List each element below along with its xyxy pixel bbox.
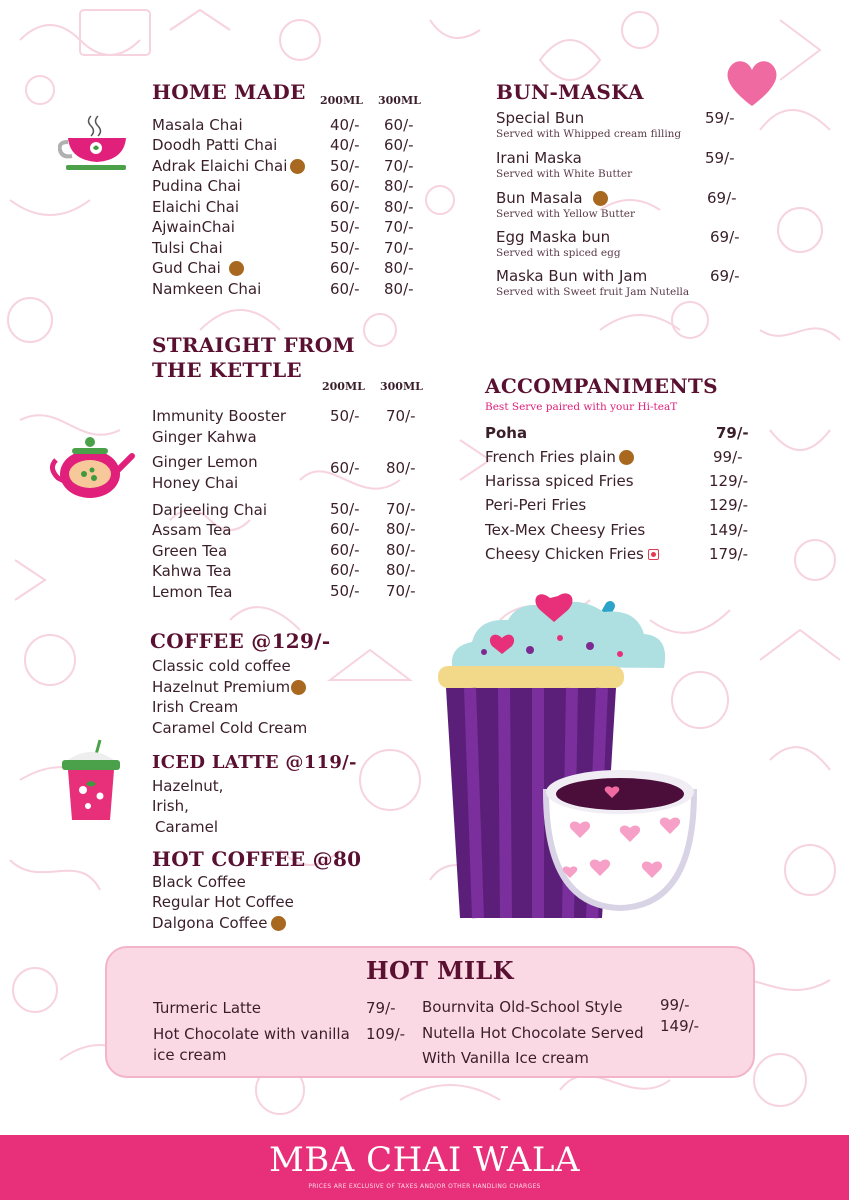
list-item-price: 109/- [366, 1025, 406, 1043]
list-item-name: Lemon Tea [152, 583, 233, 601]
list-item-name: With Vanilla Ice cream [422, 1049, 589, 1067]
kettle-title-line2: THE KETTLE [152, 358, 302, 382]
list-item-price: 149/- [660, 1017, 700, 1035]
kettle-col-300: 300ML [380, 380, 423, 393]
footer-note: PRICES ARE EXCLUSIVE OF TAXES AND/OR OTHER HANDLING CHARGES [308, 1183, 541, 1190]
list-item-desc: Served with Whipped cream filling [496, 128, 682, 140]
price-300: 80/- [384, 177, 414, 195]
price-300: 80/- [384, 198, 414, 216]
list-item-name: Namkeen Chai [152, 280, 262, 298]
list-item-name: Green Tea [152, 542, 228, 560]
list-item-name: Elaichi Chai [152, 198, 240, 216]
price-200: 60/- [330, 198, 360, 216]
list-item-name: Ginger Kahwa [152, 428, 257, 446]
price-200: 50/- [330, 239, 360, 257]
home-made-col-200: 200ML [320, 94, 363, 107]
list-item-name: Classic cold coffee [152, 657, 291, 675]
list-item-name: Pudina Chai [152, 177, 241, 195]
list-item-name: French Fries plain [485, 448, 616, 466]
price-200: 50/- [330, 157, 360, 175]
list-item-price: 69/- [710, 228, 740, 246]
price-200: 40/- [330, 136, 360, 154]
list-item-name: Ginger Lemon [152, 453, 258, 471]
list-item-price: 69/- [710, 267, 740, 285]
best-seller-badge [593, 191, 608, 206]
list-item-name: Nutella Hot Chocolate Served [422, 1024, 644, 1042]
iced-drink-icon [58, 738, 124, 826]
list-item-price: 129/- [709, 496, 749, 514]
list-item-name: Egg Maska bun [496, 228, 611, 246]
list-item-name: Dalgona Coffee [152, 914, 268, 932]
list-item-price: 99/- [713, 448, 743, 466]
hot-milk-title: HOT MILK [366, 956, 514, 985]
price-200: 50/- [330, 218, 360, 236]
list-item-name: Tex-Mex Cheesy Fries [485, 521, 646, 539]
price-200: 50/- [330, 500, 360, 518]
list-item-name: Kahwa Tea [152, 562, 232, 580]
price-300: 60/- [384, 116, 414, 134]
list-item [485, 448, 634, 466]
best-seller-badge [291, 680, 306, 695]
list-item [496, 189, 608, 207]
kettle-title-line1: STRAIGHT FROM [152, 333, 355, 357]
bun-maska-title: BUN-MASKA [496, 80, 644, 104]
list-item-price: 179/- [709, 545, 749, 563]
best-seller-badge [290, 159, 305, 174]
price-200: 60/- [330, 259, 360, 277]
list-item-name: Doodh Patti Chai [152, 136, 278, 154]
list-item-name: Immunity Booster [152, 407, 287, 425]
best-seller-badge [229, 261, 244, 276]
list-item-name: Caramel [155, 818, 219, 836]
list-item-name: Hot Chocolate with vanilla [153, 1025, 350, 1043]
list-item-name: Harissa spiced Fries [485, 472, 634, 490]
price-200: 40/- [330, 116, 360, 134]
list-item-name: Hazelnut, [152, 777, 224, 795]
list-item-desc: Served with White Butter [496, 168, 633, 180]
heart-icon [724, 58, 780, 108]
price-300: 80/- [386, 561, 416, 579]
list-item-name: Assam Tea [152, 521, 232, 539]
accompaniments-title: ACCOMPANIMENTS [485, 374, 718, 398]
list-item-name: Hazelnut Premium [152, 678, 291, 696]
price-300: 80/- [386, 459, 416, 477]
list-item-name: ice cream [153, 1046, 227, 1064]
list-item [485, 545, 659, 563]
list-item-name: Irish Cream [152, 698, 239, 716]
list-item-name: Gud Chai [152, 259, 221, 277]
cupcake-drink-icon [430, 588, 742, 920]
price-300: 70/- [384, 157, 414, 175]
list-item-price: 59/- [705, 109, 735, 127]
coffee-title: COFFEE @129/- [150, 629, 331, 653]
list-item-name: Regular Hot Coffee [152, 893, 294, 911]
price-300: 70/- [384, 239, 414, 257]
brand-name: MBA CHAI WALA [268, 1140, 581, 1180]
list-item-name: Irani Maska [496, 149, 582, 167]
price-200: 60/- [330, 561, 360, 579]
price-300: 80/- [386, 520, 416, 538]
price-300: 80/- [384, 280, 414, 298]
price-300: 80/- [386, 541, 416, 559]
list-item [152, 914, 286, 932]
home-made-title: HOME MADE [152, 80, 306, 104]
list-item-name: Irish, [152, 797, 189, 815]
list-item-name: Poha [485, 424, 528, 442]
list-item-name: Adrak Elaichi Chai [152, 157, 288, 175]
list-item-price: 79/- [366, 999, 396, 1017]
iced-latte-title: ICED LATTE @119/- [152, 752, 357, 773]
list-item-name: Bournvita Old-School Style [422, 998, 623, 1016]
list-item-price: 99/- [660, 996, 690, 1014]
list-item-desc: Served with Yellow Butter [496, 208, 636, 220]
price-200: 60/- [330, 459, 360, 477]
list-item-name: AjwainChai [152, 218, 235, 236]
accompaniments-subtitle: Best Serve paired with your Hi-teaT [485, 401, 678, 413]
price-300: 70/- [386, 407, 416, 425]
teapot-icon [48, 430, 136, 502]
list-item-desc: Served with Sweet fruit Jam Nutella [496, 286, 690, 298]
list-item-price: 149/- [709, 521, 749, 539]
list-item-name: Bun Masala [496, 189, 583, 207]
hot-coffee-title: HOT COFFEE @80 [152, 847, 362, 871]
price-200: 50/- [330, 407, 360, 425]
list-item-name: Maska Bun with Jam [496, 267, 648, 285]
list-item-name: Turmeric Latte [153, 999, 262, 1017]
price-200: 60/- [330, 541, 360, 559]
kettle-col-200: 200ML [322, 380, 365, 393]
list-item-price: 129/- [709, 472, 749, 490]
price-200: 50/- [330, 582, 360, 600]
non-veg-icon [648, 549, 659, 560]
price-300: 60/- [384, 136, 414, 154]
list-item-name: Cheesy Chicken Fries [485, 545, 644, 563]
list-item-name: Honey Chai [152, 474, 239, 492]
list-item [152, 157, 305, 175]
list-item-name: Caramel Cold Cream [152, 719, 308, 737]
list-item-name: Tulsi Chai [152, 239, 223, 257]
teacup-icon [58, 112, 130, 174]
home-made-col-300: 300ML [378, 94, 421, 107]
price-300: 70/- [384, 218, 414, 236]
price-200: 60/- [330, 280, 360, 298]
best-seller-badge [619, 450, 634, 465]
price-300: 70/- [386, 582, 416, 600]
list-item-price: 59/- [705, 149, 735, 167]
list-item [152, 259, 244, 277]
price-200: 60/- [330, 520, 360, 538]
list-item-name: Black Coffee [152, 873, 246, 891]
list-item-name: Darjeeling Chai [152, 501, 268, 519]
list-item-price: 79/- [716, 424, 749, 442]
list-item-name: Masala Chai [152, 116, 243, 134]
list-item-name: Special Bun [496, 109, 585, 127]
list-item-desc: Served with spiced egg [496, 247, 621, 259]
list-item-price: 69/- [707, 189, 737, 207]
price-300: 70/- [386, 500, 416, 518]
price-300: 80/- [384, 259, 414, 277]
price-200: 60/- [330, 177, 360, 195]
list-item [152, 678, 306, 696]
best-seller-badge [271, 916, 286, 931]
list-item-name: Peri-Peri Fries [485, 496, 587, 514]
